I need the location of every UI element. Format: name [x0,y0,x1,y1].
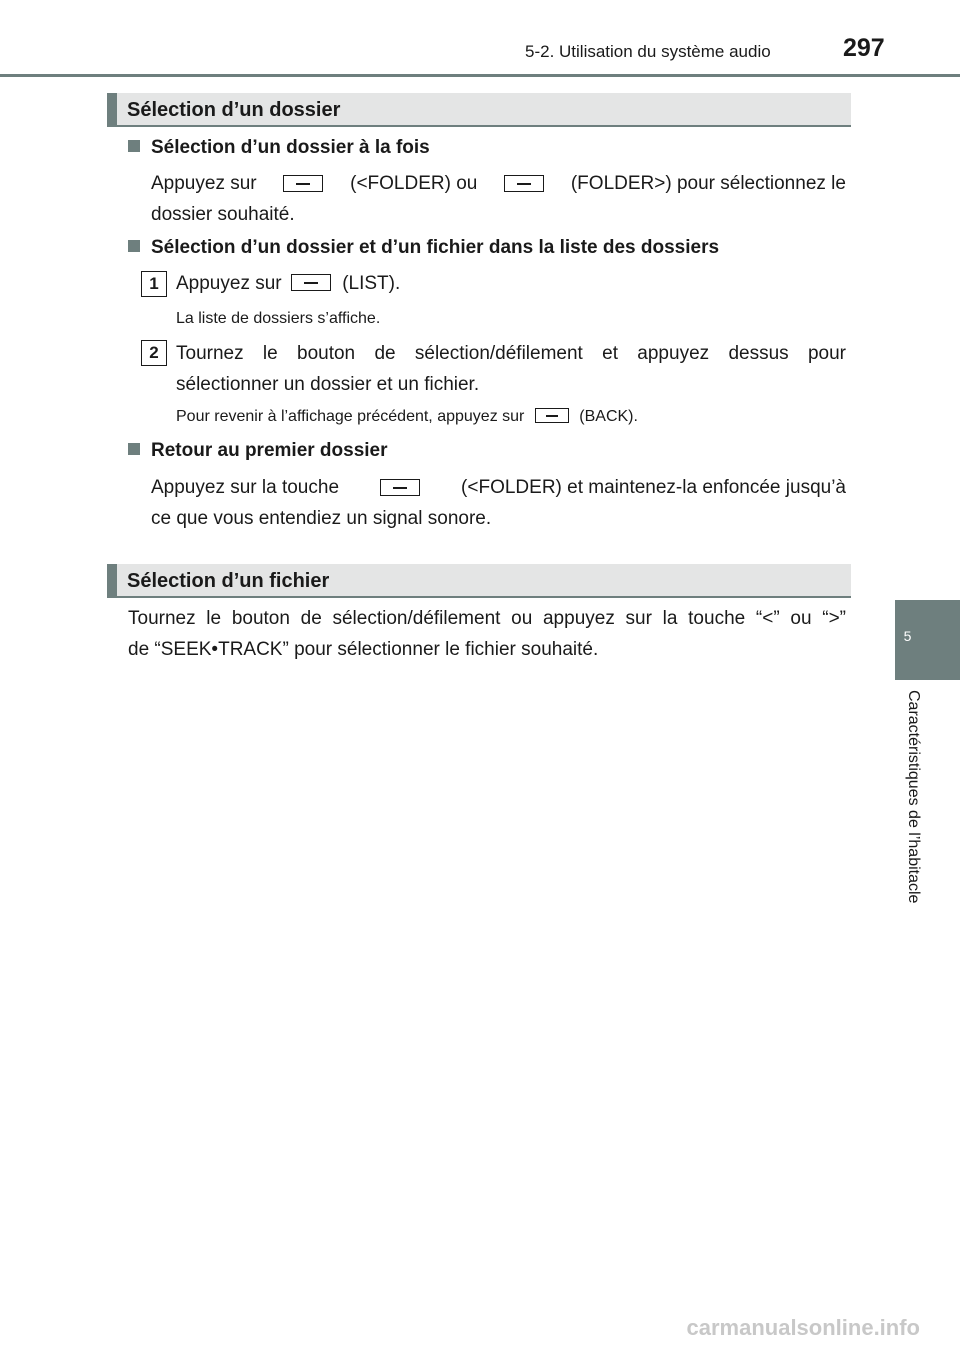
folder-prev-button-icon [380,479,420,496]
section-header-file [107,564,851,598]
text: de “SEEK•TRACK” pour sélectionner le fichier souhaité. [128,639,599,660]
paragraph [151,472,846,534]
text: (FOLDER>) pour sélectionnez le [570,173,846,194]
step-number: 1 [141,271,167,297]
header-divider [0,74,960,77]
text: Appuyez sur [151,173,257,194]
subsection-heading-list [128,237,719,259]
back-button-icon [535,408,569,423]
text: ce que vous entendiez un signal sonore. [151,508,492,529]
page-number: 297 [843,34,885,62]
chapter-tab-number: 5 [903,628,912,644]
header-section-title: 5-2. Utilisation du système audio [525,42,771,61]
subsection-title: Retour au premier dossier [151,440,388,461]
subsection-title: Sélection d’un dossier et d’un fichier dans la liste des dossiers [151,237,720,258]
subsection-title: Sélection d’un dossier à la fois [151,137,430,158]
section-title: Sélection d’un fichier [127,570,330,592]
step-text [176,268,400,299]
step-note [176,408,638,426]
step-number: 2 [141,340,167,366]
text: Appuyez sur la touche [151,477,340,498]
text: dossier souhaité. [151,204,295,225]
text: Tournez le bouton de sélection/défilement ou appuyez sur la touche “<” ou “>” [128,608,846,629]
text: Pour revenir à l’affichage précédent, appuyez sur [176,408,525,425]
text: Appuyez sur [176,273,282,294]
list-button-icon [291,274,331,291]
square-bullet-icon [128,140,140,152]
paragraph [151,168,846,230]
square-bullet-icon [128,240,140,252]
paragraph [128,603,846,665]
section-title: Sélection d’un dossier [127,99,341,121]
text: sélectionner un dossier et un fichier. [176,374,480,395]
text: (BACK). [579,408,638,425]
text: (<FOLDER) ou [350,173,478,194]
chapter-tab-label: Caractéristiques de l’habitacle [905,690,922,904]
text: (<FOLDER) et maintenez-la enfoncée jusqu’à [461,477,846,498]
subsection-heading-one-folder [128,137,430,159]
folder-next-button-icon [504,175,544,192]
subsection-heading-first-folder [128,440,388,462]
square-bullet-icon [128,443,140,455]
text: Tournez le bouton de sélection/défilement et appuyez dessus pour [176,343,846,364]
watermark: carmanualsonline.info [686,1315,920,1340]
text: (LIST). [342,273,401,294]
folder-prev-button-icon [283,175,323,192]
step-text [176,338,846,400]
section-header-folder [107,93,851,127]
step-note: La liste de dossiers s’affiche. [176,310,381,327]
